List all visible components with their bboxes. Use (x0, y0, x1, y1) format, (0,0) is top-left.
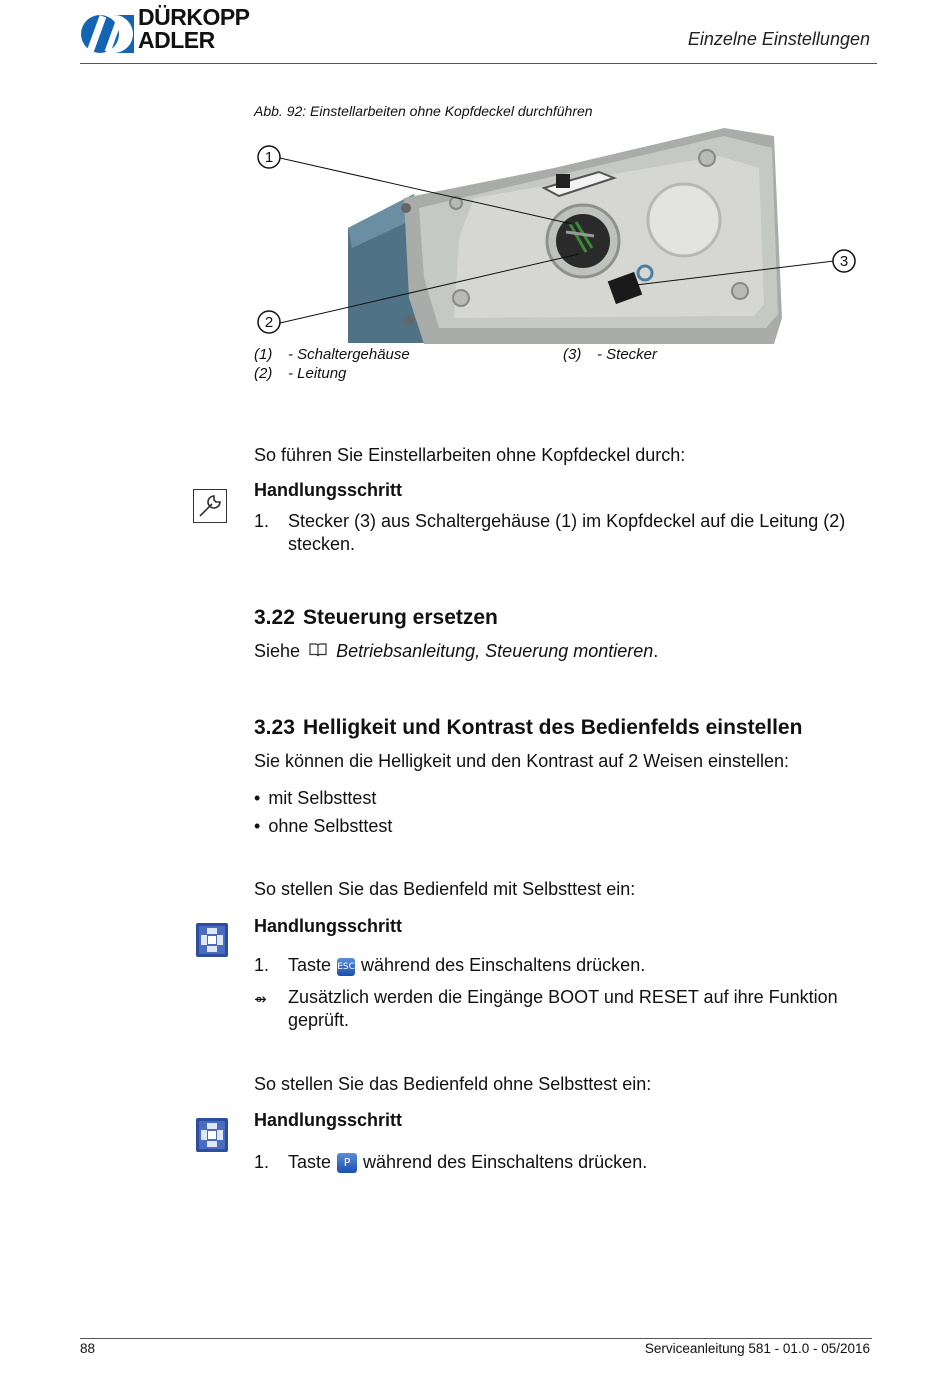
control-panel-icon (196, 923, 228, 957)
result-mit (254, 986, 874, 1032)
intro-ohne-selbsttest: So stellen Sie das Bedienfeld ohne Selbsttest ein: (254, 1074, 652, 1094)
photo-illustration (254, 128, 874, 348)
legend-item-1 (254, 346, 410, 363)
callout-2: 2 (264, 314, 274, 331)
siehe-line (254, 641, 658, 662)
control-panel-icon (196, 1118, 228, 1152)
page-number: 88 (80, 1341, 96, 1356)
header-rule (80, 63, 877, 64)
heading-title: Steuerung ersetzen (303, 606, 498, 629)
p-key-icon: P (337, 1153, 357, 1173)
intro-paragraph: So führen Sie Einstellarbeiten ohne Kopfdeckel durch: (254, 445, 686, 465)
legend-item-2 (254, 365, 346, 382)
section-intro: Sie können die Helligkeit und den Kontrast auf 2 Weisen einstellen: (254, 751, 790, 771)
footer-rule (80, 1338, 872, 1339)
brand-line-1: DÜRKOPP (138, 4, 250, 30)
figure-caption: Abb. 92: Einstellarbeiten ohne Kopfdeckel durchführen (254, 103, 593, 119)
legend-item-3 (563, 346, 657, 363)
heading-title: Helligkeit und Kontrast des Bedienfelds einstellen (303, 716, 803, 739)
section-header-title: Einzelne Einstellungen (687, 29, 870, 49)
handlung-heading-2: Handlungsschritt (254, 916, 403, 936)
legend-text: - Leitung (288, 365, 347, 382)
result-text: Zusätzlich werden die Eingänge BOOT und RESET auf ihre Funktion geprüft. (288, 987, 838, 1030)
legend-num: (1) (254, 346, 273, 363)
callout-3: 3 (839, 253, 849, 270)
callout-1: 1 (264, 149, 274, 166)
step-number: 1. (254, 511, 270, 531)
step-text: Stecker (3) aus Schaltergehäuse (1) im Kopfdeckel auf die Leitung (2) stecken. (288, 511, 846, 554)
heading-number: 3.22 (254, 606, 295, 629)
book-icon (308, 642, 328, 658)
heading-3-22 (254, 606, 498, 630)
step-1-block-1 (254, 510, 874, 556)
legend-num: (2) (254, 365, 273, 382)
bullet-text: ohne Selbsttest (268, 816, 393, 836)
bullet-dot: • (254, 816, 261, 836)
legend-text: - Stecker (597, 346, 658, 363)
step-post: während des Einschaltens drücken. (361, 955, 646, 975)
siehe-period: . (653, 641, 659, 661)
handlung-heading-1: Handlungsschritt (254, 480, 403, 500)
brand-line-2: ADLER (138, 27, 215, 53)
step-pre: Taste (288, 955, 332, 975)
legend-num: (3) (563, 346, 582, 363)
handlung-heading-3: Handlungsschritt (254, 1110, 403, 1130)
step-number: 1. (254, 1152, 270, 1172)
result-arrow-icon: ⇴ (254, 991, 267, 1008)
bullet-text: mit Selbsttest (268, 788, 377, 808)
step-1-ohne (254, 1151, 874, 1174)
bullet-dot: • (254, 788, 261, 808)
bullet-item-2 (254, 816, 392, 837)
step-1-mit (254, 954, 874, 977)
bullet-item-1 (254, 788, 376, 809)
intro-mit-selbsttest: So stellen Sie das Bedienfeld mit Selbsttest ein: (254, 879, 636, 899)
figure-photo (254, 128, 874, 348)
manual-reference: Betriebsanleitung, Steuerung montieren (336, 641, 654, 661)
esc-key-icon: ESC (337, 958, 355, 976)
siehe-label: Siehe (254, 641, 301, 661)
legend-text: - Schaltergehäuse (288, 346, 410, 363)
brand-logo-mark (80, 12, 136, 56)
brand-name (138, 6, 250, 52)
wrench-icon (193, 489, 227, 523)
heading-number: 3.23 (254, 716, 295, 739)
step-post: während des Einschaltens drücken. (363, 1152, 648, 1172)
doc-reference: Serviceanleitung 581 - 01.0 - 05/2016 (644, 1341, 870, 1356)
heading-3-23 (254, 716, 802, 740)
step-pre: Taste (288, 1152, 332, 1172)
step-number: 1. (254, 955, 270, 975)
